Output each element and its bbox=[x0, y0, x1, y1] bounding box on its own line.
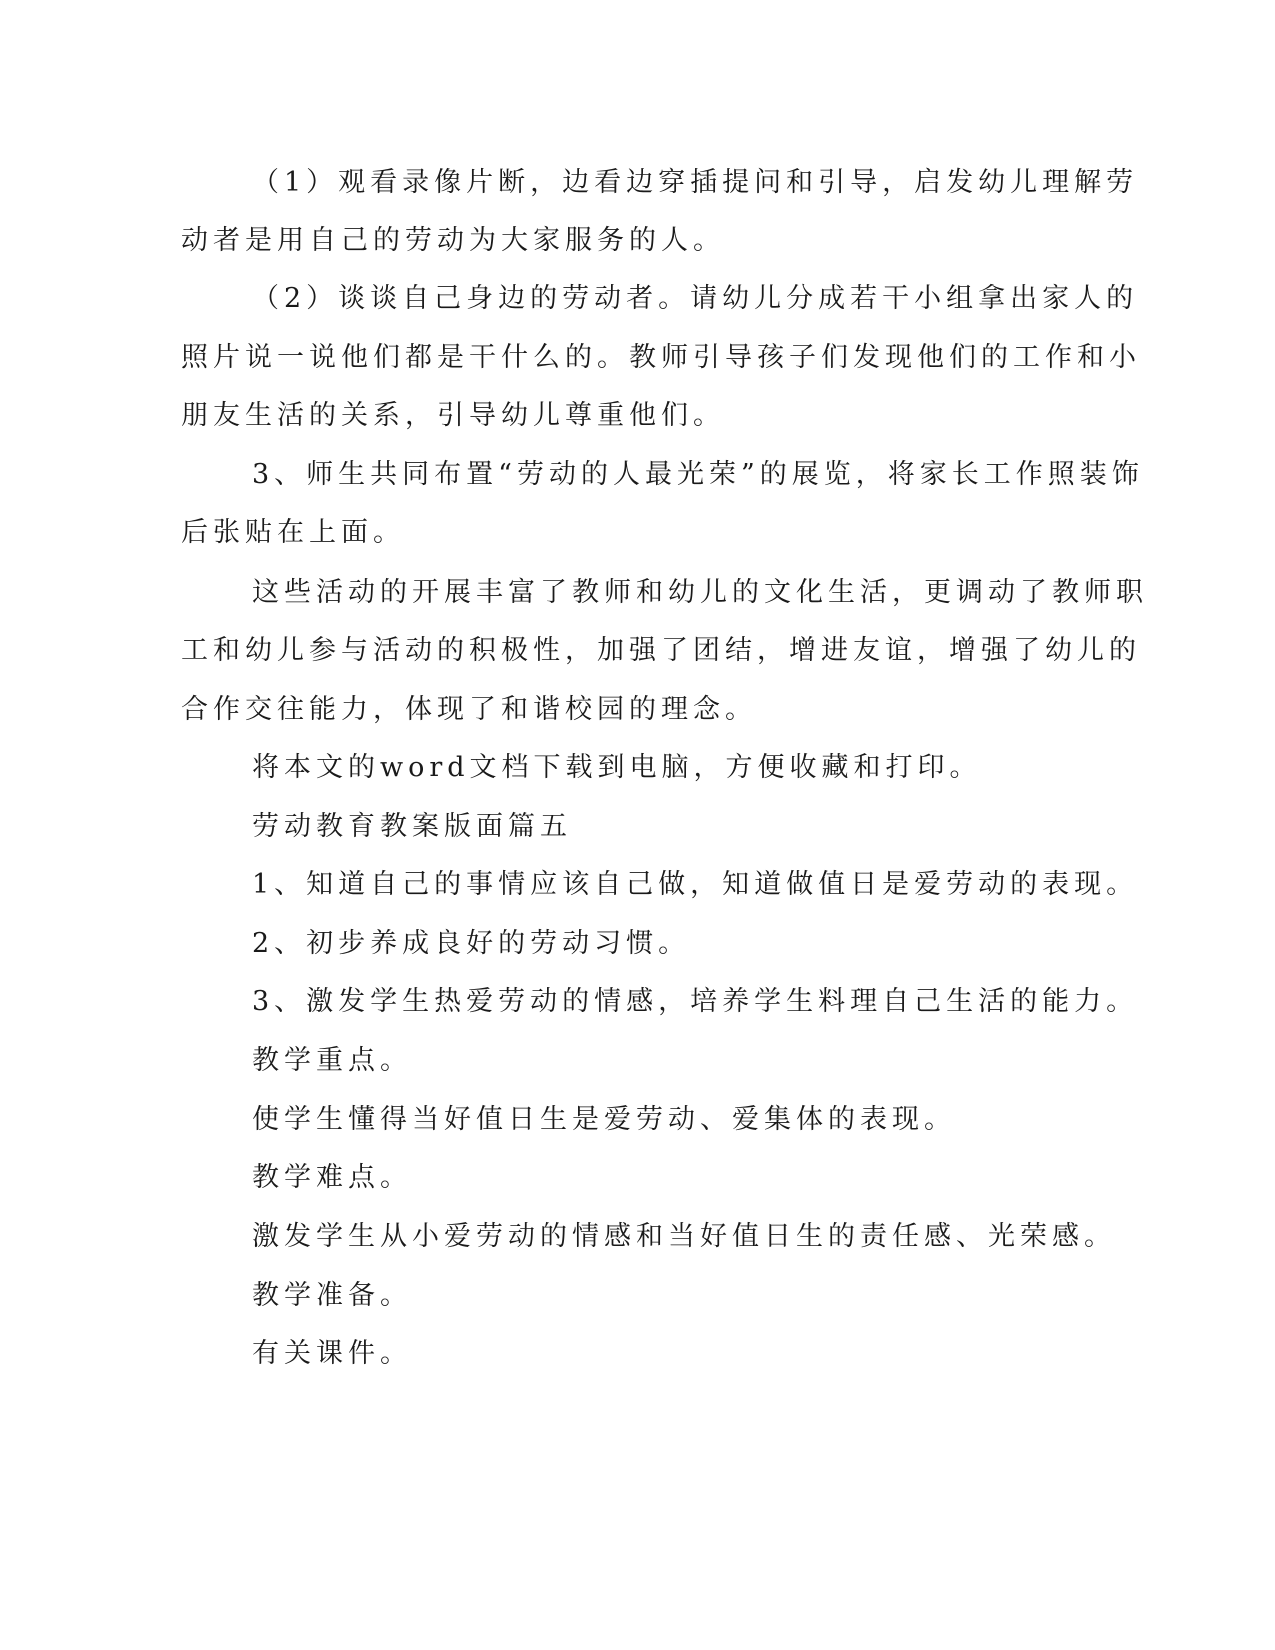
paragraph-line: （1）观看录像片断，边看边穿插提问和引导，启发幼儿理解劳 bbox=[252, 167, 1139, 198]
paragraph-line: 激发学生从小爱劳动的情感和当好值日生的责任感、光荣感。 bbox=[252, 1221, 1116, 1252]
paragraph-line: 有关课件。 bbox=[252, 1338, 412, 1369]
paragraph-line: 1、知道自己的事情应该自己做，知道做值日是爱劳动的表现。 bbox=[252, 869, 1139, 900]
paragraph-line: 后张贴在上面。 bbox=[181, 517, 405, 548]
paragraph-line: 3、激发学生热爱劳动的情感，培养学生料理自己生活的能力。 bbox=[252, 986, 1139, 1017]
paragraph-line: 将本文的word文档下载到电脑，方便收藏和打印。 bbox=[252, 752, 982, 783]
paragraph-line: 朋友生活的关系，引导幼儿尊重他们。 bbox=[181, 400, 725, 431]
paragraph-line: 这些活动的开展丰富了教师和幼儿的文化生活，更调动了教师职 bbox=[252, 577, 1148, 608]
paragraph-line: 3、师生共同布置“劳动的人最光荣”的展览，将家长工作照装饰 bbox=[252, 459, 1144, 490]
paragraph-line: 2、初步养成良好的劳动习惯。 bbox=[252, 928, 691, 959]
section-heading: 劳动教育教案版面篇五 bbox=[252, 811, 572, 842]
paragraph-line: 照片说一说他们都是干什么的。教师引导孩子们发现他们的工作和小 bbox=[181, 342, 1141, 373]
paragraph-line: 工和幼儿参与活动的积极性，加强了团结，增进友谊，增强了幼儿的 bbox=[181, 635, 1141, 666]
paragraph-line: （2）谈谈自己身边的劳动者。请幼儿分成若干小组拿出家人的 bbox=[252, 283, 1139, 314]
paragraph-line: 合作交往能力，体现了和谐校园的理念。 bbox=[181, 694, 757, 725]
subheading: 教学难点。 bbox=[252, 1162, 412, 1193]
paragraph-line: 使学生懂得当好值日生是爱劳动、爱集体的表现。 bbox=[252, 1104, 956, 1135]
subheading: 教学重点。 bbox=[252, 1045, 412, 1076]
subheading: 教学准备。 bbox=[252, 1280, 412, 1311]
paragraph-line: 动者是用自己的劳动为大家服务的人。 bbox=[181, 225, 725, 256]
